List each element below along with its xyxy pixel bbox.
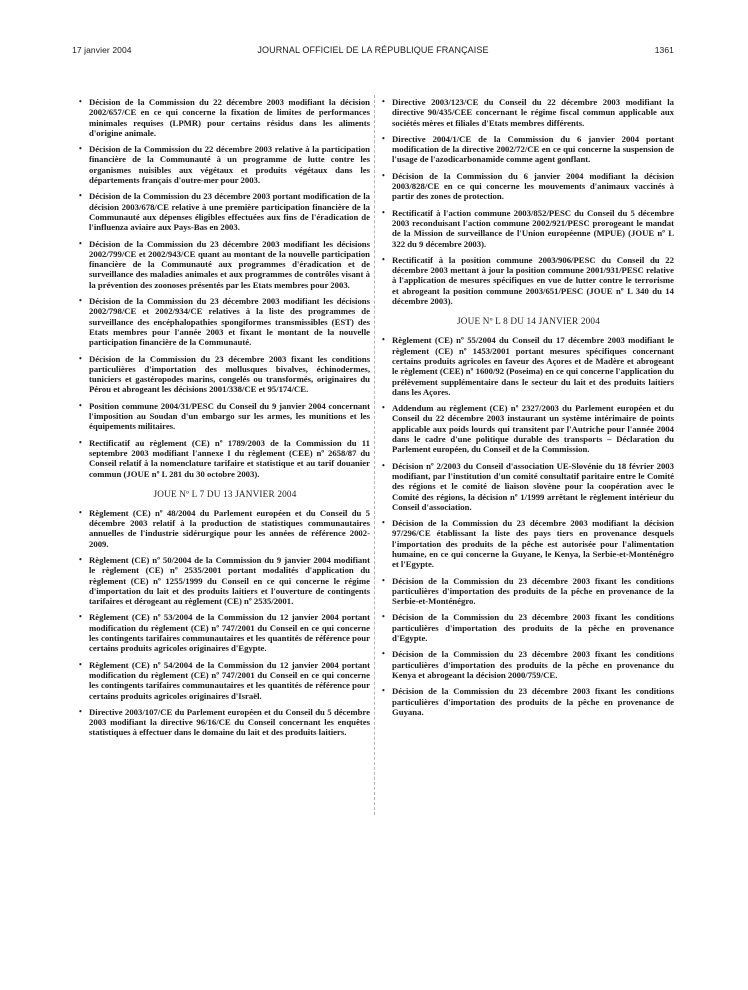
entry-text: Directive 2003/123/CE du Conseil du 22 décembre 2003 modifiant la directive 90/435/CEE concernant le régime fiscal commun applicable aux sociétés mères et filiales d'Etats membres différents. <box>392 97 674 128</box>
left-column <box>80 97 370 744</box>
entry-text: Addendum au règlement (CE) nº 2327/2003 du Parlement européen et du Conseil du 22 décembre 2003 instaurant un système intérimaire de points applicable aux poids lourds qui transitent par l'Autriche pour l'année 2004 dans le cadre d'une politique durable des transports – Déclaration du Parlement européen, du Conseil et de la Commission. <box>392 403 674 455</box>
list-item <box>80 296 370 347</box>
bullet-icon: • <box>382 170 385 180</box>
entry-text: Décision de la Commission du 23 décembre 2003 modifiant les décisions 2002/798/CE et 2002/934/CE relatives à la liste des programmes de surveillance des encéphalopathies spongiformes transmissibles (EST) des Etats membres pour l'année 2003 et fixant le montant de la nouvelle participation financière de la Communauté. <box>89 296 370 348</box>
entry-text: Décision de la Commission du 23 décembre 2003 fixant les conditions particulières d'importation des produits de la pêche en provenance du Kenya et abrogeant la décision 2000/759/CE. <box>392 649 674 680</box>
bullet-icon: • <box>79 353 82 363</box>
entry-text: Décision de la Commission du 23 décembre 2003 portant modification de la décision 2003/678/CE relative à une première participation financière de la Communauté aux dépenses éligibles effectuées aux fins de l'éradication de l'influenza aviaire aux Pays-Bas en 2003. <box>89 191 370 233</box>
entry-text: Décision de la Commission du 22 décembre 2003 modifiant la décision 2002/657/CE en ce qui concerne la fixation de limites de performances minimales requises (LPMR) pour certains résidus dans les aliments d'origine animale. <box>89 97 370 138</box>
bullet-icon: • <box>79 507 82 517</box>
list-item <box>383 97 674 128</box>
bullet-icon: • <box>382 649 385 659</box>
bullet-icon: • <box>382 403 385 413</box>
entry-text: Décision de la Commission du 23 décembre 2003 modifiant la décision 97/296/CE établissant la liste des pays tiers en provenance desquels l'importation des produits de la pêche est autorisée pour l'alimentation humaine, en ce qui concerne la Guyane, le Kenya, la Serbie-et-Monténégro et l'Egypte. <box>392 518 674 570</box>
section-heading: JOUE Nº L 8 DU 14 JANVIER 2004 <box>457 316 600 327</box>
column-divider <box>374 95 375 815</box>
entry-text: Décision de la Commission du 23 décembre 2003 fixant les conditions particulières d'importation des mollusques bivalves, échinodermes, tuniciers et gastéropodes marins, congelés ou transformés, originaires du Pérou et abrogeant les décisions 2001/338/CE et 95/174/CE. <box>89 353 370 395</box>
entry-text: Décision de la Commission du 6 janvier 2004 modifiant la décision 2003/828/CE en ce qui concerne les mouvements d'animaux vaccinés à partir des zones de protection. <box>392 170 674 202</box>
list-item <box>383 335 674 397</box>
bullet-icon: • <box>382 335 385 345</box>
list-item <box>80 707 370 738</box>
bullet-icon: • <box>79 612 82 622</box>
entry-text: Décision de la Commission du 23 décembre 2003 fixant les conditions particulières d'importation des produits de la pêche en provenance de Guyana. <box>392 686 674 717</box>
list-item <box>383 461 674 512</box>
list-item <box>383 171 674 202</box>
list-item <box>383 134 674 165</box>
list-item <box>383 686 674 717</box>
entry-text: Décision de la Commission du 23 décembre 2003 fixant les conditions particulières d'importation des produits de la pêche en provenance d'Egypte. <box>392 612 674 644</box>
list-item <box>80 97 370 138</box>
entry-text: Règlement (CE) nº 48/2004 du Parlement européen et du Conseil du 5 décembre 2003 relatif à la production de statistiques communautaires annuelles de l'industrie sidérurgique pour les années de référence 2002-2009. <box>89 507 370 549</box>
bullet-icon: • <box>382 207 385 217</box>
entry-text: Décision de la Commission du 23 décembre 2003 modifiant les décisions 2002/799/CE et 2002/943/CE quant au montant de la nouvelle participation financière de la Communauté aux programmes d'éradication et de surveillance des maladies animales et aux programmes de contrôles visant à la prévention des zoonoses présentés par les Etats membres pour 2003. <box>89 238 370 290</box>
list-item <box>383 649 674 680</box>
bullet-icon: • <box>79 554 82 564</box>
bullet-icon: • <box>79 144 82 154</box>
list-item <box>80 191 370 232</box>
bullet-icon: • <box>382 612 385 622</box>
list-item <box>80 660 370 701</box>
list-item <box>80 612 370 653</box>
entry-text: Directive 2003/107/CE du Parlement européen et du Conseil du 5 décembre 2003 modifiant la directive 96/16/CE du Conseil concernant les enquêtes statistiques à effectuer dans le domaine du lait et des produits laitiers. <box>89 706 370 738</box>
bullet-icon: • <box>382 133 385 143</box>
bullet-icon: • <box>382 686 385 696</box>
bullet-icon: • <box>79 191 82 201</box>
bullet-icon: • <box>79 296 82 306</box>
list-item <box>383 576 674 607</box>
list-item <box>80 508 370 549</box>
bullet-icon: • <box>79 400 82 410</box>
list-item <box>80 401 370 432</box>
bullet-icon: • <box>382 254 385 264</box>
bullet-icon: • <box>79 659 82 669</box>
entry-text: Rectificatif au règlement (CE) nº 1789/2003 de la Commission du 11 septembre 2003 modifiant l'annexe I du règlement (CEE) nº 2658/87 du Conseil relatif à la nomenclature tarifaire et statistique et au tarif douanier commun (JOUE nº L 281 du 30 octobre 2003). <box>89 437 370 479</box>
list-item <box>80 144 370 185</box>
list-item <box>383 518 674 569</box>
entry-text: Règlement (CE) nº 54/2004 de la Commission du 12 janvier 2004 portant modification du règlement (CE) nº 747/2001 du Conseil en ce qui concerne les contingents tarifaires communautaires et les quantités de référence pour certains produits agricoles originaires d'Israël. <box>89 659 370 701</box>
entry-text: Règlement (CE) nº 55/2004 du Conseil du 17 décembre 2003 modifiant le règlement (CE) nº 1453/2001 portant mesures spécifiques concernant certains produits agricoles en faveur des Açores et de Madère et abrogeant le règlement (CEE) nº 1600/92 (Poseima) en ce qui concerne l'application du prélèvement supplémentaire dans le secteur du lait et des produits laitiers dans les Açores. <box>392 335 674 397</box>
entry-text: Règlement (CE) nº 53/2004 de la Commission du 12 janvier 2004 portant modification du règlement (CE) nº 747/2001 du Conseil en ce qui concerne les contingents tarifaires communautaires et les quantités de référence pour certains produits agricoles originaires d'Egypte. <box>89 612 370 654</box>
entry-text: Décision nº 2/2003 du Conseil d'association UE-Slovénie du 18 février 2003 modifiant, par l'institution d'un comité consultatif paritaire entre le Comité des régions et le comité de liaison slovène pour la coopération avec le Comité des régions, la décision nº 1/1999 arrêtant le règlement intérieur du Conseil d'association. <box>392 460 674 512</box>
bullet-icon: • <box>79 238 82 248</box>
bullet-icon: • <box>382 575 385 585</box>
bullet-icon: • <box>382 97 385 106</box>
list-item <box>80 354 370 395</box>
bullet-icon: • <box>79 97 82 106</box>
page-header <box>72 45 674 59</box>
entry-text: Directive 2004/1/CE de la Commission du 6 janvier 2004 portant modification de la directive 2002/72/CE en ce qui concerne la suspension de l'usage de l'azodicarbonamide comme agent gonflant. <box>392 133 674 165</box>
list-item <box>383 612 674 643</box>
list-item <box>80 438 370 479</box>
list-item <box>383 208 674 249</box>
header-title: JOURNAL OFFICIEL DE LA RÉPUBLIQUE FRANÇAISE <box>257 45 489 55</box>
entry-text: Rectificatif à l'action commune 2003/852/PESC du Conseil du 5 décembre 2003 reconduisant l'action commune 2002/921/PESC prorogeant le mandat de la Mission de surveillance de l'Union européenne (MPUE) (JOUE nº L 322 du 9 décembre 2003). <box>392 207 674 249</box>
list-item <box>80 239 370 290</box>
list-item <box>383 255 674 306</box>
bullet-icon: • <box>382 518 385 528</box>
list-item <box>80 555 370 606</box>
entry-text: Position commune 2004/31/PESC du Conseil du 9 janvier 2004 concernant l'imposition au Soudan d'un embargo sur les armes, les munitions et les équipements militaires. <box>89 400 370 432</box>
entry-text: Règlement (CE) nº 50/2004 de la Commission du 9 janvier 2004 modifiant le règlement (CE) nº 2535/2001 portant modalités d'application du règlement (CE) nº 1255/1999 du Conseil en ce qui concerne le régime d'importation du lait et des produits laitiers et l'ouverture de contingents tarifaires et dérogeant au règlement (CE) nº 2535/2001. <box>89 554 370 607</box>
entry-text: Décision de la Commission du 22 décembre 2003 relative à la participation financière de la Communauté à un programme de lutte contre les organismes nuisibles aux végétaux et produits végétaux dans les départements français d'outre-mer pour 2003. <box>89 144 370 186</box>
right-column <box>383 97 674 723</box>
page-number: 1361 <box>654 45 674 55</box>
bullet-icon: • <box>79 706 82 716</box>
bullet-icon: • <box>382 460 385 470</box>
section-heading: JOUE Nº L 7 DU 13 JANVIER 2004 <box>153 488 297 499</box>
bullet-icon: • <box>79 437 82 447</box>
entry-text: Décision de la Commission du 23 décembre 2003 fixant les conditions particulières d'importation des produits de la pêche en provenance de la Serbie-et-Monténégro. <box>392 575 674 607</box>
list-item <box>383 403 674 454</box>
entry-text: Rectificatif à la position commune 2003/906/PESC du Conseil du 22 décembre 2003 mettant à jour la position commune 2001/931/PESC relative à l'application de mesures spécifiques en vue de lutter contre le terrorisme et abrogeant la position commune 2003/651/PESC (JOUE nº L 340 du 14 décembre 2003). <box>392 254 674 307</box>
header-date: 17 janvier 2004 <box>72 45 132 55</box>
